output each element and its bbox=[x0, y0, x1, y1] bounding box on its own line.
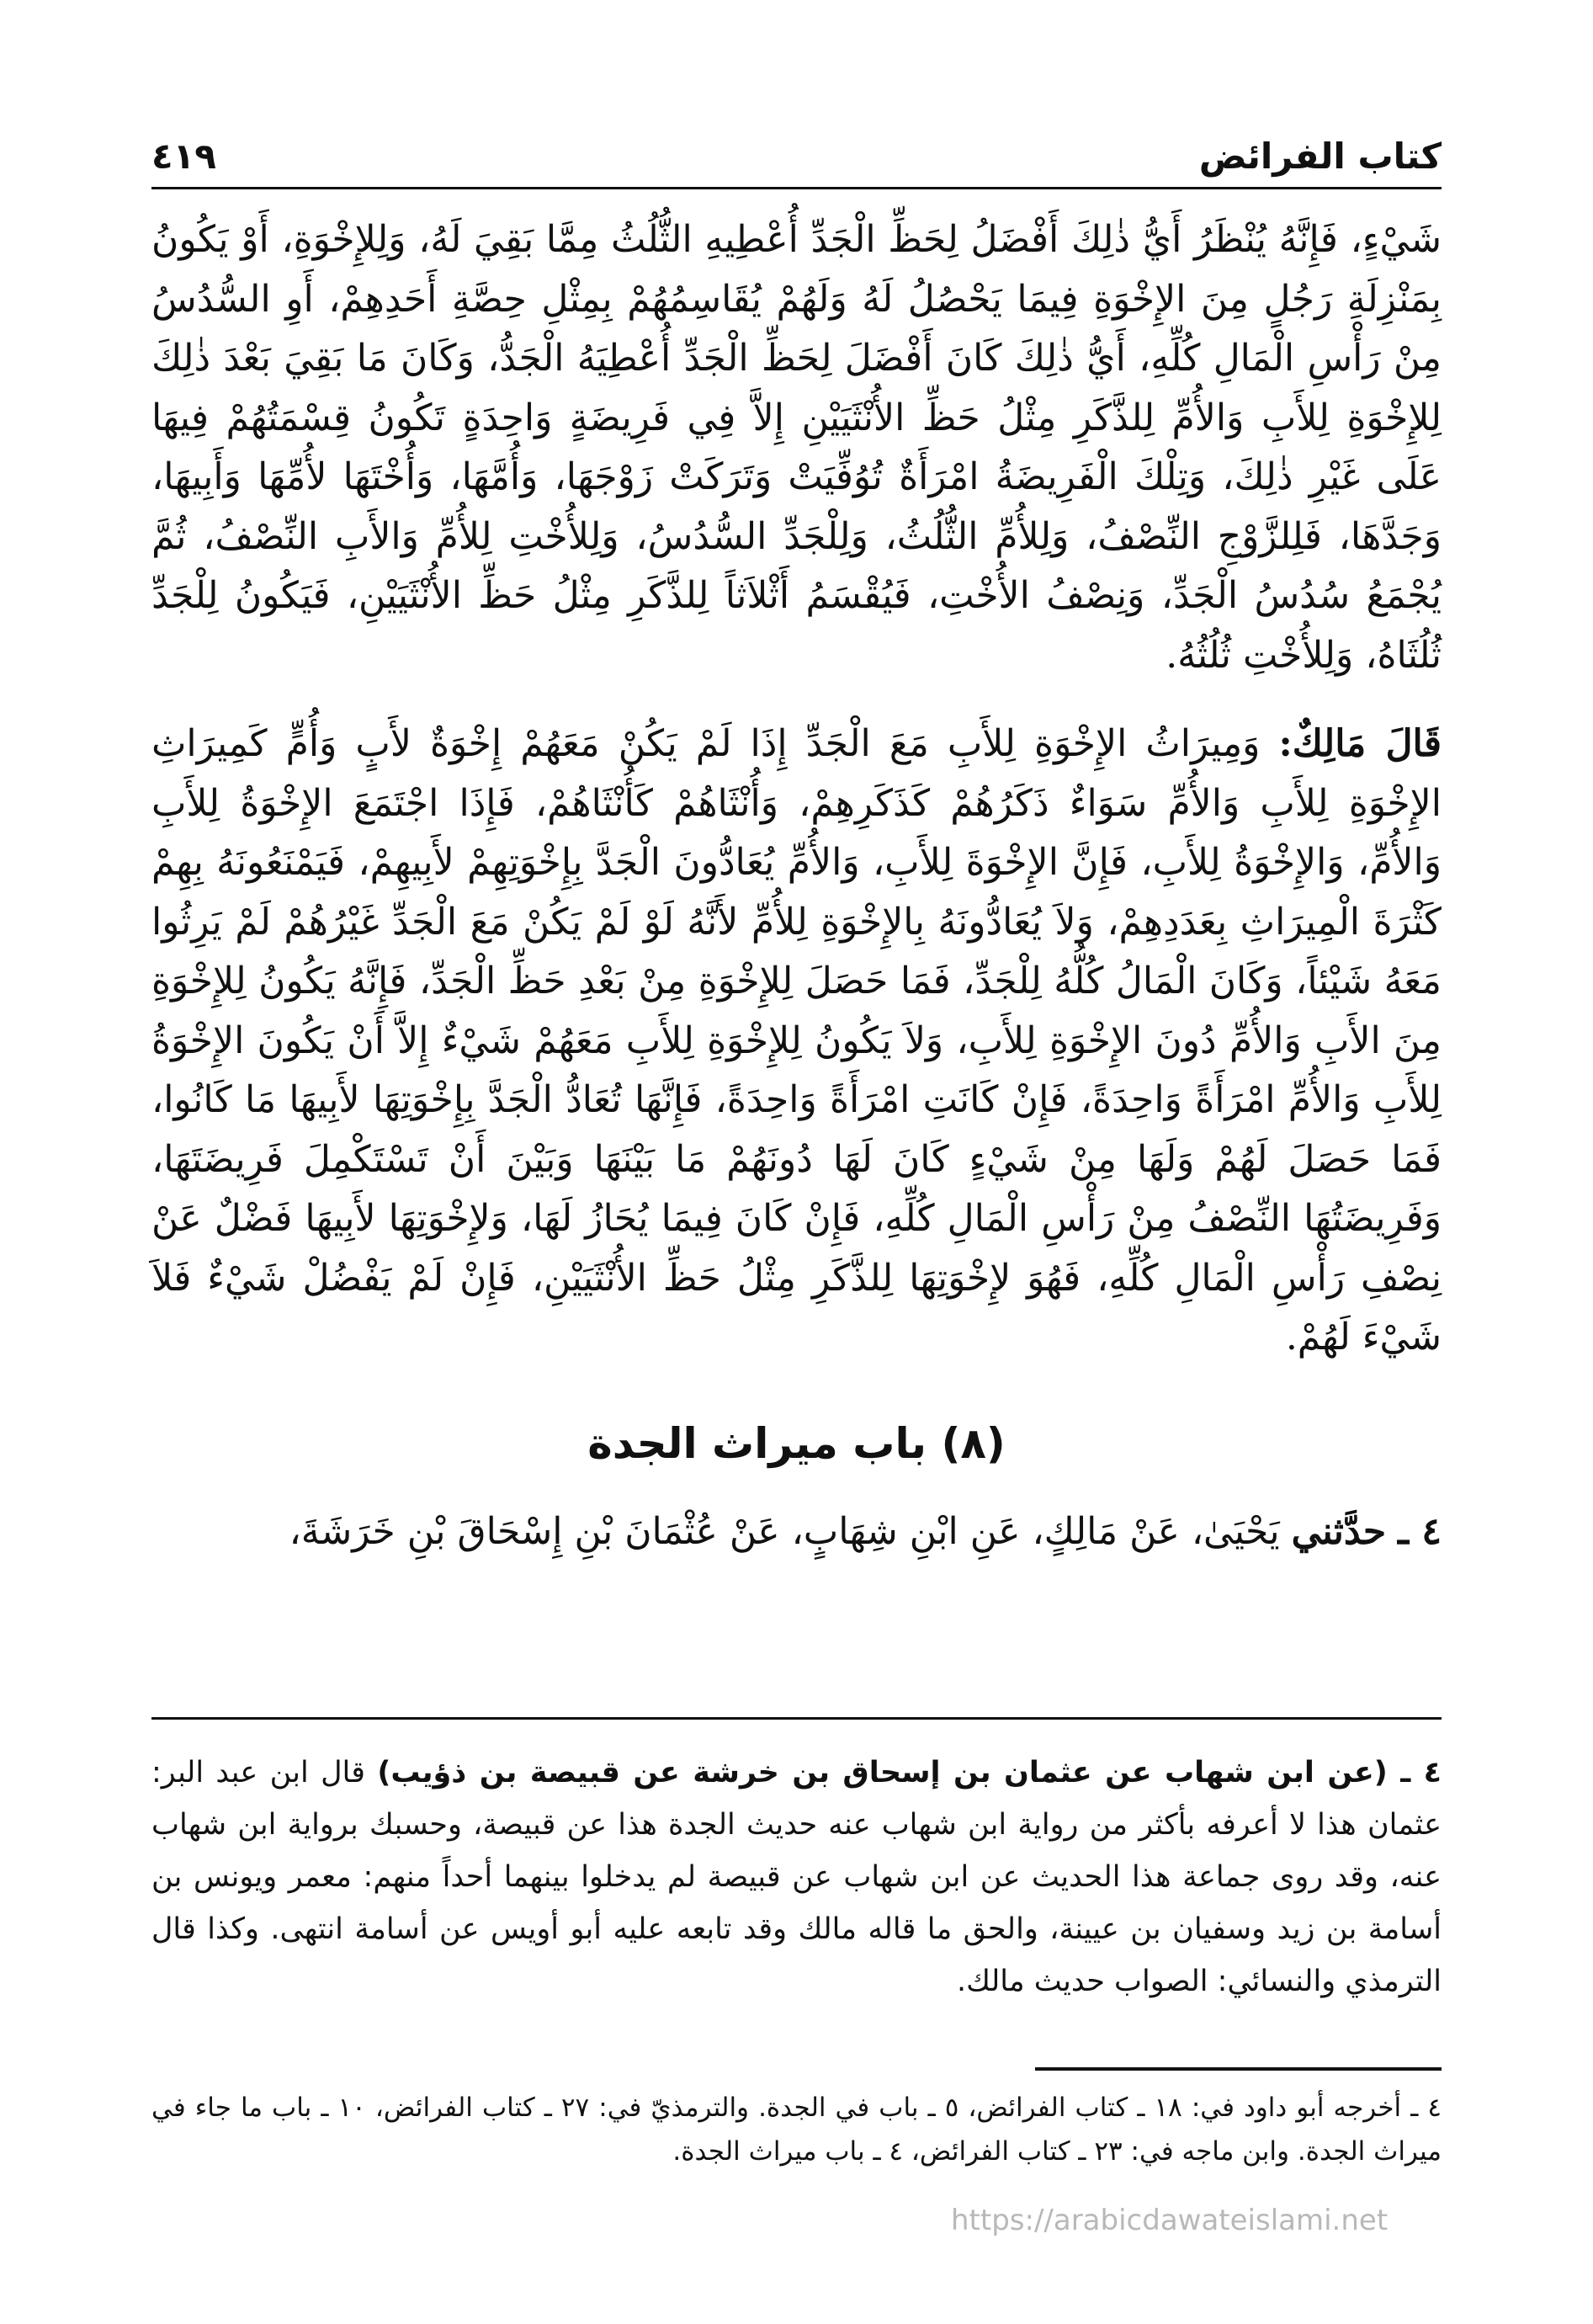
paragraph-2-text: وَمِيرَاثُ الإِخْوَةِ لِلأَبِ مَعَ الْجَدِّ إِذَا لَمْ يَكُنْ مَعَهُمْ إِخْوَةٌ لأَبٍ وَأُمٍّ كَمِيرَاثِ الإِخْوَةِ لِلأَبِ وَالأُمِّ سَوَاءٌ ذَكَرُهُمْ كَذَكَرِهِمْ، وَأُنْثَاهُمْ كَأُنْثَاهُمْ، فَإِذَا اجْتَمَعَ الإِخْوَةُ لِلأَبِ وَالأُمِّ، وَالإِخْوَةُ لِلأَبِ، فَإِنَّ الإِخْوَةَ لِلأَبِ، وَالأُمِّ يُعَادُّونَ الْجَدَّ بِإِخْوَتِهِمْ لأَبِيهِمْ، فَيَمْنَعُونَهُ بِهِمْ كَثْرَةَ الْمِيرَاثِ بِعَدَدِهِمْ، وَلاَ يُعَادُّونَهُ بِالإِخْوَةِ لِلأُمِّ لأَنَّهُ لَوْ لَمْ يَكُنْ مَعَ الْجَدِّ غَيْرُهُمْ لَمْ يَرِثُوا مَعَهُ شَيْئاً، وَكَانَ الْمَالُ كُلُّهُ لِلْجَدِّ، فَمَا حَصَلَ لِلإِخْوَةِ مِنْ بَعْدِ حَظِّ الْجَدِّ، فَإِنَّهُ يَكُونُ لِلإِخْوَةِ مِنَ الأَبِ وَالأُمِّ دُونَ الإِخْوَةِ لِلأَبِ، وَلاَ يَكُونُ لِلإِخْوَةِ لِلأَبِ مَعَهُمْ شَيْءٌ إِلاَّ أَنْ يَكُونَ الإِخْوَةُ لِلأَبِ وَالأُمِّ امْرَأَةً وَاحِدَةً، فَإِنْ كَانَتِ امْرَأَةً وَاحِدَةً، فَإِنَّهَا تُعَادُّ الْجَدَّ بِإِخْوَتِهَا لأَبِيهَا مَا كَانُوا، فَمَا حَصَلَ لَهُمْ وَلَهَا مِنْ شَيْءٍ كَانَ لَهَا دُونَهُمْ مَا بَيْنَهَا وَبَيْنَ أَنْ تَسْتَكْمِلَ فَرِيضَتَهَا، وَفَرِيضَتُهَا النِّصْفُ مِنْ رَأْسِ الْمَالِ كُلِّهِ، فَإِنْ كَانَ فِيمَا يُحَازُ لَهَا، وَلإِخْوَتِهَا لأَبِيهَا فَضْلٌ عَنْ نِصْفِ رَأْسِ الْمَالِ كُلِّهِ، فَهُوَ لإِخْوَتِهَا لِلذَّكَرِ مِثْلُ حَظِّ الأُنْثَيَيْنِ، فَإِنْ لَمْ يَفْضُلْ شَيْءٌ فَلاَ شَيْءَ لَهُمْ. bbox=[151, 722, 1442, 1359]
hadith-lead: حدَّثني bbox=[1291, 1509, 1387, 1553]
footnote: ٤ ـ أخرجه أبو داود في: ١٨ ـ كتاب الفرائض، ٥ ـ باب في الجدة. والترمذيّ في: ٢٧ ـ كتاب الفرائض، ١٠ ـ باب ما جاء في ميراث الجدة. وابن ماجه في: ٢٣ ـ كتاب الفرائض، ٤ ـ باب ميراث الجدة. bbox=[151, 2093, 1442, 2167]
commentary-lead: ٤ ـ (عن ابن شهاب عن عثمان بن إسحاق بن خرشة عن قبيصة بن ذؤيب) bbox=[377, 1756, 1442, 1790]
commentary-text: قال ابن عبد البر: عثمان هذا لا أعرفه بأكثر من رواية ابن شهاب عنه حديث الجدة هذا عن قبيصة، وحسبك برواية ابن شهاب عنه، وقد روى جماعة هذا الحديث عن ابن شهاب عن قبيصة لم يدخلوا بينهما أحداً منهم: معمر ويونس بن أسامة بن زيد وسفيان بن عيينة، والحق ما قاله مالك وقد تابعه عليه أبو أويس عن أسامة انتهى. وكذا قال الترمذي والنسائي: الصواب حديث مالك. bbox=[151, 1756, 1442, 1998]
main-text bbox=[151, 210, 1442, 1561]
commentary-rule bbox=[151, 1717, 1442, 1720]
book-title: كتاب الفرائض bbox=[1198, 136, 1442, 177]
watermark-url: https://arabicdawateislami.net bbox=[951, 2204, 1389, 2237]
hadith-text: يَحْيَىٰ، عَنْ مَالِكٍ، عَنِ ابْنِ شِهَابٍ، عَنْ عُثْمَانَ بْنِ إِسْحَاقَ بْنِ خَرَشَةَ، bbox=[289, 1509, 1280, 1553]
paragraph-1: شَيْءٍ، فَإِنَّهُ يُنْظَرُ أَيُّ ذٰلِكَ أَفْضَلُ لِحَظِّ الْجَدِّ أُعْطِيهِ الثُّلُثُ مِمَّا بَقِيَ لَهُ، وَلِلإِخْوَةِ، أَوْ يَكُونُ بِمَنْزِلَةِ رَجُلٍ مِنَ الإِخْوَةِ فِيمَا يَحْصُلُ لَهُ وَلَهُمْ يُقَاسِمُهُمْ بِمِثْلِ حِصَّةِ أَحَدِهِمْ، أَوِ السُّدُسُ مِنْ رَأْسِ الْمَالِ كُلِّهِ، أَيُّ ذٰلِكَ كَانَ أَفْضَلَ لِحَظِّ الْجَدِّ أُعْطِيَهُ الْجَدُّ، وَكَانَ مَا بَقِيَ بَعْدَ ذٰلِكَ لِلإِخْوَةِ لِلأَبِ وَالأُمِّ لِلذَّكَرِ مِثْلُ حَظِّ الأُنْثَيَيْنِ إِلاَّ فِي فَرِيضَةٍ وَاحِدَةٍ تَكُونُ قِسْمَتُهُمْ فِيهَا عَلَى غَيْرِ ذٰلِكَ، وَتِلْكَ الْفَرِيضَةُ امْرَأَةٌ تُوُفِّيَتْ وَتَرَكَتْ زَوْجَهَا، وَأُمَّهَا، وَأُخْتَهَا لأُمِّهَا وَأَبِيهَا، وَجَدَّهَا، فَلِلزَّوْجِ النِّصْفُ، وَلِلأُمِّ الثُّلُثُ، وَلِلْجَدِّ السُّدُسُ، وَلِلأُخْتِ لِلأُمِّ وَالأَبِ النِّصْفُ، ثُمَّ يُجْمَعُ سُدُسُ الْجَدِّ، وَنِصْفُ الأُخْتِ، فَيُقْسَمُ أَثْلاَثاً لِلذَّكَرِ مِثْلُ حَظِّ الأُنْثَيَيْنِ، فَيَكُونُ لِلْجَدِّ ثُلُثَاهُ، وَلِلأُخْتِ ثُلُثُهُ. bbox=[151, 218, 1442, 677]
speaker-label: قَالَ مَالِكٌ: bbox=[1278, 722, 1442, 765]
header-rule bbox=[151, 187, 1442, 189]
hadith-number: ٤ ـ bbox=[1398, 1509, 1442, 1553]
running-header bbox=[151, 118, 1442, 177]
paragraph-2 bbox=[151, 715, 1442, 1368]
page-number: ٤١٩ bbox=[151, 136, 216, 177]
hadith-line bbox=[151, 1502, 1442, 1561]
section-heading: (٨) باب ميراث الجدة bbox=[587, 1418, 1006, 1468]
footnote-rule bbox=[1035, 2067, 1442, 2071]
commentary bbox=[151, 1747, 1442, 2008]
